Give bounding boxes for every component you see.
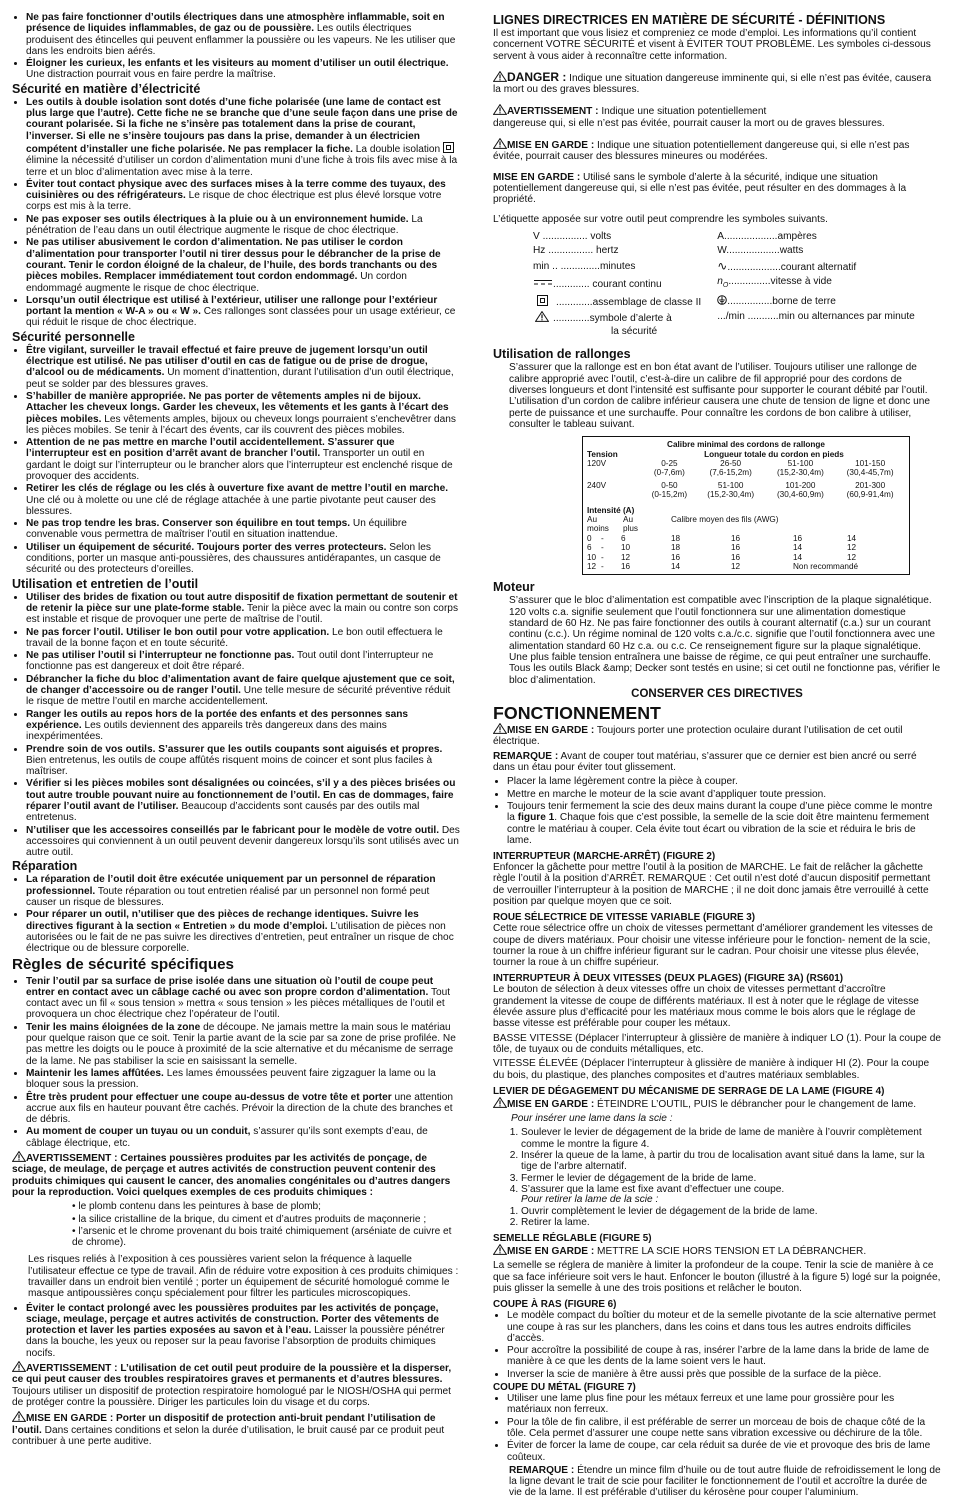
heading-metal-cutting: COUPE DU MÉTAL (FIGURE 7) — [493, 1382, 636, 1394]
warning-definition-cont: dangereuse qui, si elle n’est pas évitée, pourrait causer la mort ou de graves blessures. — [493, 117, 885, 129]
heading-operation: FONCTIONNEMENT — [493, 703, 661, 724]
list-item: • Tenir l’outil par sa surface de prise isolée dans une situation où l’outil de coupe peut entrer en contact avec un câblage caché ou avec son propre cordon d’alimentation. Tout contact avec un fil « sous tension » mettra « sous tension » les pièces métalliques de l’outil et provoquera un choc électrique chez l’opérateur de l’outil. — [26, 976, 460, 1021]
personal-safety-list — [12, 345, 460, 576]
table-row: 0 - 6 18 16 16 14 — [587, 533, 857, 543]
high-speed-text: VITESSE ÉLEVÉE (Déplacer l’interrupteur à glissière de manière à indiquer HI (2). Pour la coupe du bois, du plastique, des planches composites et d’autres matériaux semblables. — [493, 1058, 930, 1081]
double-insulation-icon — [443, 142, 454, 153]
list-item: • Le modèle compact du boîtier du moteur et de la semelle pivotante de la scie alternative permet une coupe à ras sur les planchers, dans les coins et dans tous les autres endroits difficiles d’accès. — [507, 1310, 941, 1344]
warning-definition: AVERTISSEMENT : Indique une situation potentiellement — [493, 104, 941, 117]
warning-triangle-icon — [493, 104, 507, 115]
list-item: • Ne pas utiliser l’outil si l’interrupteur ne fonctionne pas. Tout outil dont l’interrupteur ne fonctionne pas est dangereux et doit être réparé. — [26, 650, 460, 673]
flush-cut-list — [493, 1310, 941, 1380]
extension-cord-table: Calibre minimal des cordons de rallonge Tension Longueur totale du cordon en pieds 120V 0-25 26-50 51-100 101-150 (0-7,6m) (7,6-15,2m) (15,2-30,4m) (30,4-45,7m) 240V 0-50 51-100 101-200 201-300 (0-15,2m) (15,2-30,4m) (30,4-60,9m) (60,9-91,4m) Intensité (A) Au Au Calibre moyen des fils (AWG) moins plus 0 - 6 18 16 16 14 6 - 10 18 16 14 12 10 - 12 16 16 14 12 12 - 16 14 12 Non recommandé — [582, 436, 910, 575]
definitions-intro: Il est important que vous lisiez et compreniez ce mode d’emploi. Les informations qu’il contient concernent VOTRE SÉCURITÉ et visent à ÉVITER TOUT PROBLÈME. Les symboles ci-dessous servent à vous aider à reconnaître cette information. — [493, 28, 931, 62]
tool-use-list — [12, 592, 460, 859]
list-item: • Placer la lame légèrement contre la pièce à couper. — [507, 776, 941, 787]
general-safety-list — [12, 12, 460, 81]
extension-cords-text: S’assurer que la rallonge est en bon état avant de l’utiliser. Toujours utiliser une rallonge de calibre approprié avec l’outil, c’est-à-dire un calibre de fil approprié pour des cordons de diverses longueurs et dont l’intensité est suffisante pour supporter le courant débité par l’outil. L’utilisation d’un cordon de calibre inférieur causera une chute de tension de ligne et donc une perte de puissance et une surchauffe. Pour connaître les cordons de bon calibre à utiliser, consulter le tableau suivant. — [509, 362, 931, 430]
heading-blade-clamp-lever: LEVIER DE DÉGAGEMENT DU MÉCANISME DE SERRAGE DE LA LAME (FIGURE 4) — [493, 1085, 885, 1097]
remove-blade-title: Pour retirer la lame de la scie : — [521, 1194, 659, 1206]
list-item: • Ne pas faire fonctionner d’outils électriques dans une atmosphère inflammable, soit en présence de liquides inflammables, de gaz ou de poussière. Les outils électriques produisent des étincelles qui peuvent enflammer la poussière ou les vapeurs. Ne les utiliser que dans les endroits bien aérés. — [26, 12, 460, 57]
caution-property-definition: MISE EN GARDE : Utilisé sans le symbole d’alerte à la sécurité, indique une situation potentiellement dangereuse qui, si elle n’est pas évitée, peut résulter en des dommages à la propriété. — [493, 171, 907, 206]
keep-instructions: CONSERVER CES DIRECTIVES — [631, 687, 803, 700]
motor-text: S’assurer que le bloc d’alimentation est compatible avec l’inscription de la plaque signalétique. 120 volts c.a. signifie seulement que l’outil fonctionnera sur une alimentation domestique standard de 60 Hz. Ne pas faire fonctionner des outils à courant alternatif (c.a.) sur un courant continu (c.c.). Un régime nominal de 120 volts c.a./c.c. signifie que l’outil fonctionnera avec une alimentation standard 60 Hz c.a. ou c.c. Ce renseignement figure sur la plaque signalétique. Une plus faible tension entraînera une baisse de régime, ce qui peut entraîner une surchauffe. Tous les outils Black &amp; Decker sont testés en usine; si cet outil ne fonctionne pas, vérifier le bloc d’alimentation. — [509, 595, 941, 686]
warning-triangle-icon — [493, 1097, 507, 1108]
list-item: • S’habiller de manière appropriée. Ne pas porter de vêtements amples ni de bijoux. Attacher les cheveux longs. Garder les cheveux, les vêtements et les gants à l’écart des pièces mobiles. Les vêtements amples, bijoux ou cheveux longs pourraient s’enchevêtrer dans les pièces mobiles. Se tenir à l’écart des évents, car ils couvrent des pièces mobiles. — [26, 391, 460, 436]
metal-note: REMARQUE : Étendre un mince film d’huile ou de tout autre fluide de refroidissement le long de la ligne devant le trait de scie pour faciliter le fonctionnement de l’outil et accroître la durée de vie de la lame. Il est préférable d’utiliser du kérosène pour couper l’aluminium. — [509, 1464, 941, 1499]
heading-adjustable-shoe: SEMELLE RÉGLABLE (FIGURE 5) — [493, 1233, 652, 1245]
heading-specific-rules: Règles de sécurité spécifiques — [12, 955, 234, 973]
warning-triangle-icon — [493, 71, 507, 82]
table-row: V ................ volts A...................ampères — [533, 230, 817, 242]
list-item: • Lorsqu’un outil électrique est utilisé à l’extérieur, utiliser une rallonge pour l’extérieur portant la mention « W-A » ou « W ». Ces rallonges sont classées pour un usage extérieur, ce qui réduit le risque de choc électrique. — [26, 295, 460, 329]
warning-triangle-icon — [493, 723, 507, 734]
table-row: Hz ................ hertz W...................watts — [533, 245, 804, 257]
list-item: 1. Ouvrir complètement le levier de dégagement de la bride de lame. — [521, 1206, 941, 1217]
table-row: 10 - 12 16 16 14 12 — [587, 552, 857, 562]
heading-repair: Réparation — [12, 859, 78, 874]
list-item: • Débrancher la fiche du bloc d’alimentation avant de faire quelque ajustement que ce soit, de changer d’accessoire ou de ranger l’outil. Une telle mesure de sécurité préventive réduit le risque de mettre l’outil en marche accidentellement. — [26, 674, 460, 708]
list-item: • Mettre en marche le moteur de la scie avant d’appliquer toute pression. — [507, 789, 941, 800]
warning-triangle-icon — [493, 138, 507, 149]
switch-text: Enfoncer la gâchette pour mettre l’outil à la position de MARCHE. Le fait de relâcher la gâchette règle l’outil à la position d’ARRÊT. REMARQUE : Cet outil n’est doté d’aucun dispositif permettant de verrouiller l’interrupteur à la position de MARCHE ; il ne doit donc jamais être verrouillé à cette position par quelque moyen que ce soit. — [493, 862, 931, 907]
no-load-speed-icon: $n_O$ — [717, 276, 729, 290]
heading-flush-cut: COUPE À RAS (FIGURE 6) — [493, 1299, 617, 1311]
table-row: min .. ..............minutes ∿...................courant alternatif — [533, 258, 857, 273]
list-item: • Ranger les outils au repos hors de la portée des enfants et des personnes sans expérience. Les outils deviennent des appareils très dangereux dans des mains inexpérimentées. — [26, 709, 460, 743]
symbols-table — [533, 230, 927, 340]
list-item: • Éviter le contact prolongé avec les poussières produites par les activités de ponçage, sciage, meulage, perçage et autres activités de construction. Porter des vêtements de protection et laver les parties exposées au savon et à l’eau. Laisser la poussière pénétrer dans la bouche, les yeux ou reposer sur la peau favorise l’absorption de produits chimiques nocifs. — [26, 1303, 460, 1359]
list-item: • Maintenir les lames affûtées. Les lames émoussées peuvent faire zigzaguer la lame ou la bloquer sous la pression. — [26, 1068, 460, 1091]
blade-caution: MISE EN GARDE : ÉTEINDRE L’OUTIL, PUIS le débrancher pour le changement de lame. — [493, 1097, 941, 1110]
list-item: • Pour la tôle de fin calibre, il est préférable de serrer un morceau de bois de chaque côté de la tôle. Cela permet d’assurer une coupe nette sans vibration excessive ou déchirure de la tôle. — [507, 1417, 941, 1440]
list-item: • Au moment de couper un tuyau ou un conduit, s’assurer qu’ils sont exempts d’eau, de câblage électrique, etc. — [26, 1126, 460, 1149]
list-item: • Être très prudent pour effectuer une coupe au-dessus de votre tête et porter une attention accrue aux fils en hauteur pouvant être cachés. Prévoir la direction de la chute des branches et de débris. — [26, 1092, 460, 1126]
list-item: 3. Fermer le levier de dégagement de la bride de lame. — [521, 1173, 941, 1184]
warning-triangle-icon — [493, 1244, 507, 1255]
list-item: • Tenir les mains éloignées de la zone de découpe. Ne jamais mettre la main sous le matériau pour quelque raison que ce soit. Tenir la partie avant de la scie par sa zone de prise profilée. Ne pas mettre les doigts ou le pouce à proximité de la scie alternative et du mécanisme de serrage de la lame. Ne pas stabiliser la scie en saisissant la semelle. — [26, 1022, 460, 1067]
list-item: 1. Soulever le levier de dégagement de la bride de lame de manière à l’ouvrir complètement comme le montre la figure 4. — [521, 1127, 941, 1150]
heading-switch: INTERRUPTEUR (MARCHE-ARRÊT) (FIGURE 2) — [493, 851, 716, 863]
list-item: • Éloigner les curieux, les enfants et les visiteurs au moment d’utiliser un outil électrique. Une distraction pourrait vous en faire perdre la maîtrise. — [26, 58, 460, 81]
electrical-safety-list — [12, 97, 460, 329]
repair-list — [12, 874, 460, 954]
operation-steps — [493, 776, 941, 846]
remove-blade-steps — [493, 1206, 941, 1229]
insert-blade-steps — [493, 1127, 941, 1195]
shoe-text: La semelle se réglera de manière à limiter la profondeur de la coupe. Tenir la scie de manière à ce que sa face inférieure soit vers le haut. Enfoncer le bouton (illustré à la figure 5) logé sur la poignée, puis glisser la semelle à une des trois positions et relâcher le bouton. — [493, 1260, 941, 1294]
heading-tool-use-care: Utilisation et entretien de l’outil — [12, 576, 199, 591]
list-item: • Ne pas forcer l’outil. Utiliser le bon outil pour votre application. Le bon outil effectuera le travail de la bonne façon et en toute sécurité. — [26, 627, 460, 650]
list-item: • La réparation de l’outil doit être exécutée uniquement par un personnel de réparation professionnel. Toute réparation ou tout entretien réalisé par un personnel non formé peut causer un risque de blessures. — [26, 874, 460, 908]
list-item: • Éviter tout contact physique avec des surfaces mises à la terre comme des tuyaux, des cuisinières ou des réfrigérateurs. Le risque de choc électrique est plus élevé lorsque votre corps est mis à la terre. — [26, 179, 460, 213]
table-row: Au Au Calibre moyen des fils (AWG) — [587, 515, 779, 525]
heading-personal-safety: Sécurité personnelle — [12, 329, 135, 344]
list-item: • Vérifier si les pièces mobiles sont désalignées ou coincées, s’il y a des pièces brisées ou tout autre trouble pouvant nuire au fonctionnement de l’outil. En cas de dommages, faire réparer l’outil avant de l’utiliser. Beaucoup d’accidents sont causés par des outils mal entretenus. — [26, 778, 460, 823]
danger-definition: DANGER : Indique une situation dangereuse imminente qui, si elle n’est pas évitée, causera la mort ou des graves blessures. — [493, 69, 932, 96]
list-item: • Retirer les clés de réglage ou les clés à ouverture fixe avant de mettre l’outil en marche. Une clé ou à molette ou une clé de réglage attachée à une partie pivotante peut causer des blessures. — [26, 483, 460, 517]
list-item: • Ne pas trop tendre les bras. Conserver son équilibre en tout temps. Un équilibre convenable vous permettra de maîtriser l’outil en situation inattendue. — [26, 518, 460, 541]
heading-motor: Moteur — [493, 580, 535, 595]
list-item: • Les outils à double isolation sont dotés d’une fiche polarisée (une lame de contact est plus large que l’autre). Cette fiche ne se branche que d’une seule façon dans une prise de courant polarisée. Si la fiche ne s’insère pas totalement dans la prise de courant, l’inverser. Si elle ne s’insère toujours pas dans la prise, demander à un électricien compétent d’installer une fiche polarisée. Ne pas remplacer la fiche. La double isolation élimine la nécessité d’utiliser un cordon d’alimentation muni d’une fiche à trois fils avec mise à la terre et un bloc d’alimentation avec mise à la terre. — [26, 97, 460, 178]
list-item: • Éviter de forcer la lame de coupe, car cela réduit sa durée de vie et provoque des bris de lame coûteux. — [507, 1440, 941, 1463]
list-item: • Inverser la scie de manière à être aussi près que possible de la surface de la pièce. — [507, 1369, 941, 1380]
warning-dust-chemicals: AVERTISSEMENT : Certaines poussières produites par les activités de ponçage, de sciage, de meulage, de perçage et autres activités de construction peuvent contenir des produits chimiques qui causent le cancer, des anomalies congénitales ou d’autres dangers pour la reproduction. Voici quelques exemples de ces produits chimiques : — [12, 1153, 451, 1198]
table-row: 120V 0-25 26-50 51-100 101-150 — [587, 458, 886, 468]
list-item: • Toujours tenir fermement la scie des deux mains durant la coupe d’une pièce comme le montre la figure 1. Chaque fois que c’est possible, la semelle de la scie doit être maintenu fermement contre le matériau à couper. Cela évite tout écart ou vibration de la scie et réduira le bris de lame. — [507, 801, 941, 846]
heading-safety-definitions: LIGNES DIRECTRICES EN MATIÈRE DE SÉCURITÉ - DÉFINITIONS — [493, 13, 886, 27]
operation-note: REMARQUE : Avant de couper tout matériau, s’assurer que ce dernier est bien ancré ou serré dans un étau pour éviter tout glissement. — [493, 750, 917, 774]
table-row: ............. courant continu $n_O...............vitesse$ à vide — [533, 275, 927, 294]
specific-rules-list — [12, 976, 460, 1149]
heading-extension-cords: Utilisation de rallonges — [493, 347, 631, 362]
alternating-current-icon: ∿ — [717, 258, 728, 273]
direct-current-icon — [533, 278, 553, 285]
list-item: • Ne pas exposer ses outils électriques à la pluie ou à un environnement humide. La pénétration de l’eau dans un outil électrique augmente le risque de choc électrique. — [26, 214, 460, 237]
list-item: • Pour réparer un outil, n’utiliser que des pièces de rechange identiques. Suivre les directives figurant à la section « Entretien » du mode d’emploi. L’utilisation de pièces non autorisées ou le fait de ne pas suivre les directives d’entretien, peut entraîner un risque de choc électrique ou de blessure corporelle. — [26, 909, 460, 954]
right-column — [493, 12, 941, 1502]
speed-wheel-text: Cette roue sélectrice offre un choix de vitesses permettant d’améliorer grandement les vitesses de coupe de divers matériaux. Pour choisir une vitesse inférieure pour le fonction- nement de la scie, tourner la roue à un chiffre inférieur figurant sur le cadran. Pour choisir une vitesse plus élevée, tourner la roue à un chiffre supérieur. — [493, 923, 933, 969]
list-item: • Attention de ne pas mettre en marche l’outil accidentellement. S’assurer que l’interrupteur est en position d’arrêt avant de brancher l’outil. Transporter un outil en gardant le doigt sur l’interrupteur ou le brancher alors que l’interrupteur est enclenché risque de provoquer des accidents. — [26, 437, 460, 482]
table-title: Calibre minimal des cordons de rallonge — [667, 440, 825, 450]
left-column — [12, 12, 460, 1450]
risk-paragraph: Les risques reliés à l’exposition à ces poussières varient selon la fréquence à laquelle l’utilisateur effectue ce type de travail. Afin de réduire votre exposition à ces produits chimiques : travailler dans un endroit bien ventilé ; porter un équipement de sécurité homologué comme le masque antipoussières conçu spécialement pour filtrer les particules microscopiques. — [28, 1254, 459, 1300]
chemicals-list — [12, 1201, 460, 1248]
list-item: • Être vigilant, surveiller le travail effectué et faire preuve de jugement lorsqu’un outil électrique est utilisé. Ne pas utiliser d’outil en cas de fatigue ou de prise de drogue, d’alcool ou de médicaments. Un moment d’inattention, durant l’utilisation d’un outil électrique, peut se solder par des blessures graves. — [26, 345, 460, 390]
table-row: Tension Longueur totale du cordon en pieds — [587, 449, 844, 459]
shoe-caution: MISE EN GARDE : METTRE LA SCIE HORS TENSION ET LA DÉBRANCHER. — [493, 1244, 941, 1257]
warning-triangle-icon — [535, 311, 549, 322]
list-item: 2. Retirer la lame. — [521, 1217, 941, 1228]
table-row: (0-15,2m) (15,2-30,4m) (30,4-60,9m) (60,9-91,4m) — [651, 490, 894, 500]
metal-cutting-list — [493, 1393, 941, 1463]
list-item: • la silice cristalline de la brique, du ciment et d’autres produits de maçonnerie ; — [72, 1213, 427, 1225]
label-symbols-intro: L’étiquette apposée sur votre outil peut comprendre les symboles suivants. — [493, 213, 828, 225]
caution-definition: MISE EN GARDE : Indique une situation potentiellement dangereuse qui, si elle n’est pas évitée, pourrait causer des blessures mineures ou modérées. — [493, 140, 910, 163]
list-item: • Utiliser un équipement de sécurité. Toujours porter des verres protecteurs. Selon les conditions, porter un masque anti-poussières, des chaussures antidérapantes, un casque de sécurité ou des protecteurs d’oreilles. — [26, 542, 460, 576]
table-row: 6 - 10 18 16 14 12 — [587, 543, 857, 553]
operation-caution: MISE EN GARDE : Toujours porter une protection oculaire durant l’utilisation de cet outil électrique. — [493, 725, 903, 748]
list-item: 4. S’assurer que la lame est fixe avant d’effectuer une coupe. — [521, 1184, 941, 1195]
warning-triangle-icon — [12, 1361, 26, 1372]
two-speed-text: Le bouton de sélection à deux vitesses offre un choix de vitesses permettant d’accroître grandement la vitesse de coupe de différents matériaux. Il est à noter que le réglage de vitesse élevée assure plus d’efficacité pour les matériaux mous comme le bois alors que le réglage de basse vitesse est préférable pour couper les métaux. — [493, 984, 919, 1030]
list-item: • Prendre soin de vos outils. S’assurer que les outils coupants sont aiguisés et propres. Bien entretenus, les outils de coupe affûtés risquent moins de coincer et sont plus faciles à maîtriser. — [26, 744, 460, 778]
table-row: .............assemblage de classe II ................borne de terre — [533, 294, 927, 311]
earth-terminal-icon — [717, 295, 727, 305]
table-row: 12 - 16 14 12 Non recommandé — [587, 562, 859, 572]
table-row: moins plus — [587, 524, 639, 534]
dust-contact-list — [12, 1303, 460, 1359]
table-row: .............symbole d’alerte à la sécurité .../min ...........min ou alternances par minute — [533, 310, 927, 339]
list-item: 2. Insérer la queue de la lame, à partir du trou de localisation avant situé dans la lame, sur la tige de l’arbre alternatif. — [521, 1150, 941, 1173]
list-item: • Utiliser des brides de fixation ou tout autre dispositif de fixation permettant de soutenir et de retenir la pièce sur une plate-forme stable. Tenir la pièce avec la main ou contre son corps est instable et risque de provoquer une perte de maîtrise de l’outil. — [26, 592, 460, 626]
list-item: • N’utiliser que les accessoires conseillés par le fabricant pour le modèle de votre outil. Des accessoires qui conviennent à un outil peuvent devenir dangereux lorsqu’ils sont utilisés avec un autre outil. — [26, 825, 460, 859]
warning-respiratory: AVERTISSEMENT : L’utilisation de cet outil peut produire de la poussière et la disperser, ce qui peut causer des troubles respiratoires graves et permanents et d’autres blessures. Toujours utiliser un dispositif de protection respiratoire homologué par le NIOSH/OSHA qui permet de protéger contre la poussière. Diriger les particules loin du visage et du corps. — [12, 1363, 452, 1408]
warning-triangle-icon — [12, 1411, 26, 1422]
caution-hearing: MISE EN GARDE : Porter un dispositif de protection anti-bruit pendant l’utilisation de l’outil. Dans certaines conditions et selon la durée d’utilisation, le bruit causé par ce produit peut contribuer à une perte auditive. — [12, 1413, 445, 1447]
heading-electrical-safety: Sécurité en matière d’électricité — [12, 81, 201, 96]
heading-two-speed-switch: INTERRUPTEUR À DEUX VITESSES (DEUX PLAGES) (FIGURE 3A) (RS601) — [493, 973, 844, 985]
table-row: 240V 0-50 51-100 101-200 201-300 — [587, 480, 886, 490]
warning-triangle-icon — [12, 1151, 26, 1162]
list-item: • Utiliser une lame plus fine pour les métaux ferreux et une lame pour grossière pour les matériaux non ferreux. — [507, 1393, 941, 1416]
double-insulation-icon — [537, 295, 548, 306]
list-item: • le plomb contenu dans les peintures à base de plomb; — [72, 1201, 321, 1213]
insert-blade-title: Pour insérer une lame dans la scie : — [511, 1113, 673, 1125]
low-speed-text: BASSE VITESSE (Déplacer l’interrupteur à glissière de manière à indiquer LO (1). Pour la coupe de tôle, de tuyaux ou de conduits métalliques, etc. — [493, 1032, 941, 1055]
table-row: (0-7,6m) (7,6-15,2m) (15,2-30,4m) (30,4-45,7m) — [653, 468, 894, 478]
list-item: • Pour accroître la possibilité de coupe à ras, insérer l’arbre de la lame dans la bride de lame de manière à ce que les dents de la lame soient vers le haut. — [507, 1345, 941, 1368]
list-item: • l’arsenic et le chrome provenant du bois traité chimiquement (arséniate de cuivre et de chrome). — [72, 1225, 452, 1249]
list-item: • Ne pas utiliser abusivement le cordon d’alimentation. Ne pas utiliser le cordon d’alimentation pour transporter l’outil ni tirer dessus pour le débrancher de la prise de courant. Tenir le cordon éloigné de la chaleur, de l’huile, des bords tranchants ou des pièces mobiles. Remplacer immédiatement tout cordon endommagé. Un cordon endommagé augmente le risque de choc électrique. — [26, 237, 460, 293]
heading-speed-wheel: ROUE SÉLECTRICE DE VITESSE VARIABLE (FIGURE 3) — [493, 912, 756, 924]
